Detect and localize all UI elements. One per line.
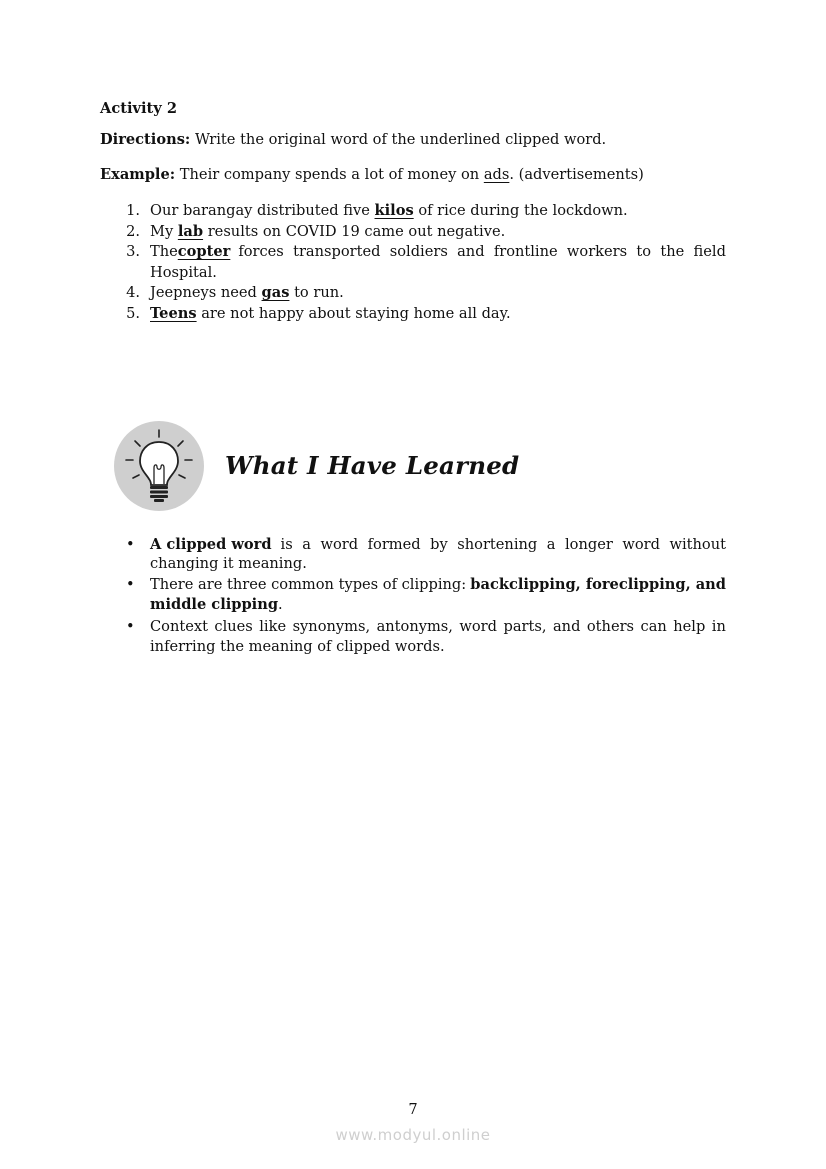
page-number: 7 <box>408 1101 418 1118</box>
directions-text: Write the original word of the underlined clipped word. <box>194 131 607 148</box>
clipped-word: kilos <box>374 202 414 219</box>
item-text: Our barangay distributed five <box>150 202 370 219</box>
exercise-list <box>118 201 726 324</box>
bullet-icon: • <box>126 575 135 593</box>
directions-label: Directions: <box>100 131 191 148</box>
justified-text: is a word formed by shortening a longer word without <box>280 536 726 553</box>
item-number: 3. <box>126 243 140 260</box>
watermark-text: www.modyul.online <box>335 1126 491 1144</box>
activity-title: Activity 2 <box>100 100 177 117</box>
bullet-line: changing it meaning. <box>150 554 307 572</box>
item-text: to run. <box>294 284 344 301</box>
item-text: The <box>150 243 178 260</box>
bullet-line-justified: Context clues like synonyms, antonyms, word parts, and others can help in <box>150 617 726 635</box>
bullet-text: . <box>278 596 283 613</box>
item-text: Jeepneys need <box>150 284 257 301</box>
list-item <box>102 617 726 658</box>
list-item <box>118 283 726 304</box>
item-text: of rice during the lockdown. <box>418 202 628 219</box>
item-number: 4. <box>126 284 140 301</box>
item-text: results on COVID 19 came out negative. <box>207 222 506 240</box>
example-before: Their company spends a lot of money on <box>179 166 480 183</box>
example-label: Example: <box>100 166 176 183</box>
bullet-line <box>150 535 726 556</box>
section-heading: What I Have Learned <box>225 451 520 480</box>
item-text: are not happy about staying home all day. <box>201 304 511 322</box>
clipped-word: gas <box>261 284 290 301</box>
bullet-icon: • <box>126 617 135 635</box>
item-number: 5. <box>126 304 140 322</box>
bold-term: backclipping, foreclipping, and <box>470 575 726 593</box>
example-after: . (advertisements) <box>509 166 644 183</box>
list-item <box>102 575 726 616</box>
item-number: 2. <box>126 222 140 240</box>
learned-list <box>102 535 726 658</box>
example-word: ads <box>483 166 510 183</box>
bullet-line: inferring the meaning of clipped words. <box>150 638 445 655</box>
list-item <box>102 535 726 572</box>
bullet-text: There are three common types of clipping: <box>150 575 467 593</box>
directions-line <box>100 130 606 151</box>
list-item <box>118 222 726 243</box>
clipped-word: Teens <box>150 304 197 322</box>
lightbulb-icon <box>113 420 205 512</box>
clipped-word: copter <box>177 243 231 260</box>
item-number: 1. <box>126 202 140 219</box>
bullet-line <box>150 595 726 616</box>
clipped-word: lab <box>177 222 204 240</box>
bullet-line <box>150 575 726 596</box>
bullet-icon: • <box>126 536 135 553</box>
list-item <box>118 201 726 222</box>
list-item <box>118 304 726 325</box>
item-text: My <box>150 222 174 240</box>
bold-term: middle clipping <box>150 596 279 613</box>
example-line <box>100 165 644 186</box>
list-item <box>118 242 726 283</box>
bold-term: A clipped word <box>150 536 272 553</box>
item-text-continued: Hospital. <box>150 263 217 281</box>
item-text-justified: forces transported soldiers and frontline workers to the field <box>238 243 726 260</box>
